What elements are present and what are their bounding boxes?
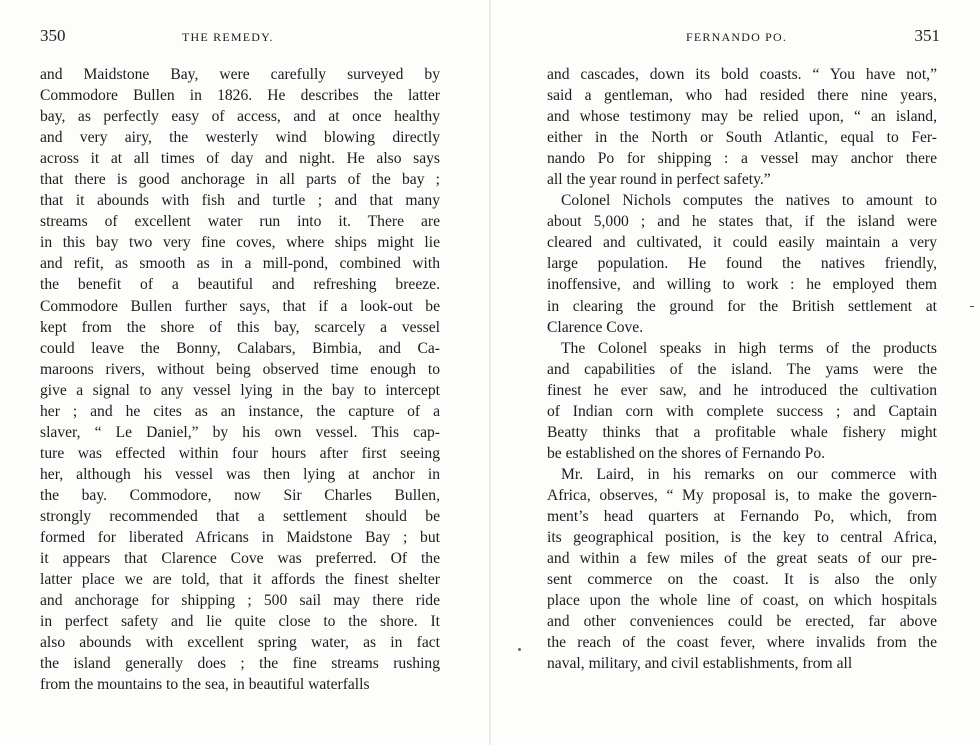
text-line: place upon the whole line of coast, on which hospitals — [547, 592, 937, 610]
text-line: Africa, observes, “ My proposal is, to make the govern- — [547, 486, 937, 504]
text-line: her ; and he cites as an instance, the capture of a — [40, 402, 440, 420]
text-line: and other conveniences could be erected, far above — [547, 613, 937, 631]
text-line: streams of excellent water run into it. There are — [40, 213, 440, 231]
text-line: all the year round in perfect safety.” — [547, 171, 771, 189]
text-line: give a signal to any vessel lying in the bay to intercept — [40, 381, 440, 399]
text-line: about 5,000 ; and he states that, if the island were — [547, 213, 937, 231]
text-line: large population. He found the natives friendly, — [547, 255, 937, 273]
text-line: naval, military, and civil establishments, from all — [547, 655, 853, 673]
text-line: the island generally does ; the fine streams rushing — [40, 655, 440, 673]
text-line: Clarence Cove. — [547, 318, 644, 336]
text-line: could leave the Bonny, Calabars, Bimbia, and Ca- — [40, 339, 440, 357]
text-line: sent commerce on the coast. It is also the only — [547, 571, 937, 589]
text-line: and refit, as smooth as in a mill-pond, combined with — [40, 255, 440, 273]
text-line: her, although his vessel was then lying at anchor in — [40, 465, 440, 483]
text-line: in perfect safety and lie quite close to the shore. It — [40, 613, 440, 631]
text-line: also abounds with excellent spring water, as in fact — [40, 634, 440, 652]
text-line: maroons rivers, without being observed time enough to — [40, 360, 440, 378]
text-line: be established on the shores of Fernando Po. — [547, 444, 826, 462]
right-page — [490, 0, 980, 745]
text-line: in clearing the ground for the British settlement at — [547, 297, 937, 315]
text-line: the benefit of a beautiful and refreshing breeze. — [40, 276, 440, 294]
left-running-title: THE REMEDY. — [182, 30, 274, 44]
right-running-title: FERNANDO PO. — [686, 30, 788, 44]
text-line: from the mountains to the sea, in beautiful waterfalls — [40, 676, 370, 694]
text-line: either in the North or South Atlantic, equal to Fer- — [547, 129, 937, 147]
text-line: and very airy, the westerly wind blowing directly — [40, 129, 440, 147]
text-line: and whose testimony may be relied upon, “ an island, — [547, 108, 937, 126]
text-line: across it at all times of day and night. He also says — [40, 150, 440, 168]
text-line: cleared and cultivated, it could easily maintain a very — [547, 234, 937, 252]
right-page-header — [550, 26, 940, 52]
text-line: the bay. Commodore, now Sir Charles Bullen, — [40, 486, 440, 504]
text-line: its geographical position, is the key to central Africa, — [547, 529, 937, 547]
text-line: strongly recommended that a settlement should be — [40, 507, 440, 525]
text-line: and within a few miles of the great seats of our pre- — [547, 550, 937, 568]
text-line: it appears that Clarence Cove was preferred. Of the — [40, 550, 440, 568]
text-line: and cascades, down its bold coasts. “ You have not,” — [547, 66, 937, 83]
text-line: slaver, “ Le Daniel,” by his own vessel. This cap- — [40, 423, 440, 441]
left-page-body — [40, 64, 440, 695]
text-line: Mr. Laird, in his remarks on our commerce with — [561, 465, 937, 483]
text-line: formed for liberated Africans in Maidstone Bay ; but — [40, 529, 440, 547]
text-line: nando Po for shipping : a vessel may anchor there — [547, 150, 937, 168]
text-line: latter place we are told, that it affords the finest shelter — [40, 571, 440, 589]
text-line: bay, as perfectly easy of access, and at once healthy — [40, 108, 440, 126]
text-line: inoffensive, and willing to work : he employed them — [547, 276, 937, 294]
ink-speck — [518, 648, 521, 651]
text-line: and capabilities of the island. The yams were the — [547, 360, 937, 378]
text-line: ment’s head quarters at Fernando Po, which, from — [547, 507, 937, 525]
text-line: The Colonel speaks in high terms of the products — [561, 339, 937, 357]
text-line: that it abounds with fish and turtle ; and that many — [40, 192, 440, 210]
text-line: Commodore Bullen further says, that if a look-out be — [40, 297, 440, 315]
text-line: of Indian corn with complete success ; and Captain — [547, 402, 937, 420]
text-line: the reach of the coast fever, where invalids from the — [547, 634, 937, 652]
text-line: and anchorage for shipping ; 500 sail may there ride — [40, 592, 440, 610]
text-line: in this bay two very fine coves, where ships might lie — [40, 234, 440, 252]
text-line: that there is good anchorage in all parts of the bay ; — [40, 171, 440, 189]
text-line: Commodore Bullen in 1826. He describes the latter — [40, 87, 440, 105]
text-line: and Maidstone Bay, were carefully surveyed by — [40, 66, 440, 83]
right-page-body — [547, 64, 937, 674]
margin-mark — [970, 306, 974, 307]
text-line: Colonel Nichols computes the natives to amount to — [561, 192, 937, 210]
text-line: finest he ever saw, and he introduced the cultivation — [547, 381, 937, 399]
right-page-number: 351 — [914, 26, 940, 45]
left-page-header — [40, 26, 450, 52]
text-line: kept from the shore of this bay, scarcely a vessel — [40, 318, 440, 336]
text-line: said a gentleman, who had resided there nine years, — [547, 87, 937, 105]
left-page-number: 350 — [40, 26, 66, 45]
text-line: ture was effected within four hours after first seeing — [40, 444, 440, 462]
text-line: Beatty thinks that a profitable whale fishery might — [547, 423, 937, 441]
